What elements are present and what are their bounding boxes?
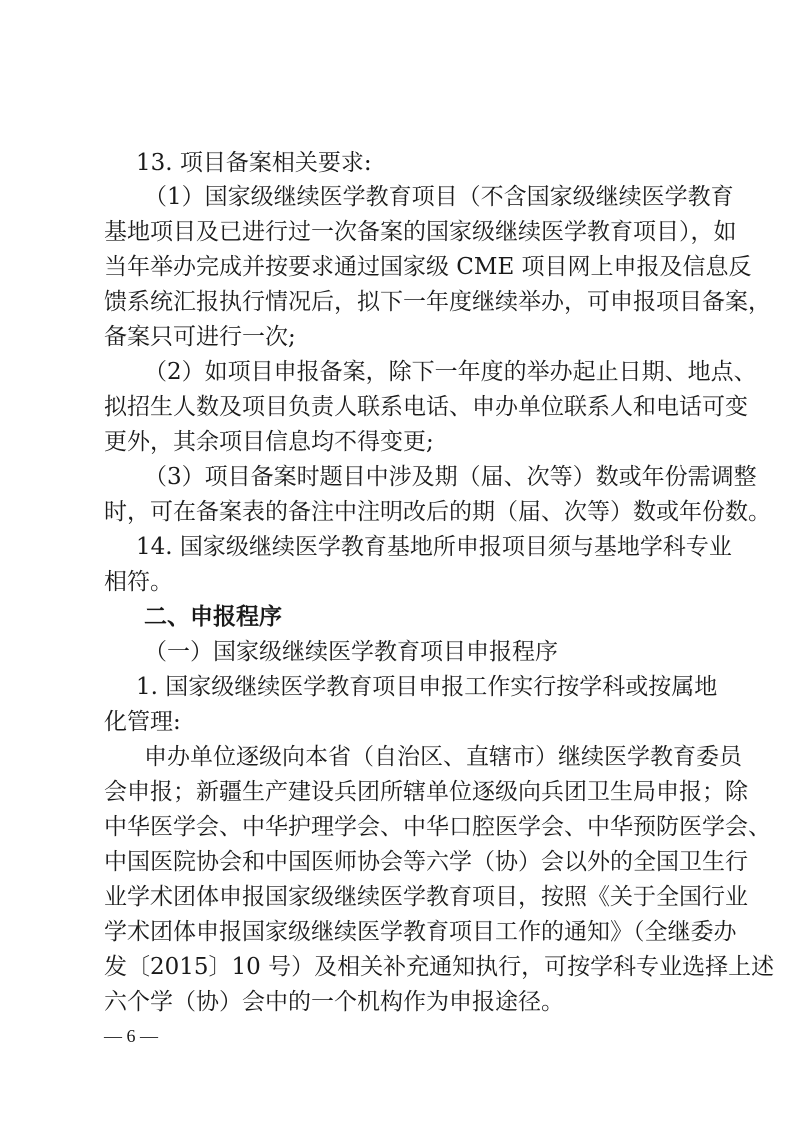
paragraph-line: 当年举办完成并按要求通过国家级 CME 项目网上申报及信息反 <box>104 254 752 280</box>
paragraph-line: 发〔2015〕10 号）及相关补充通知执行，可按学科专业选择上述 <box>104 954 775 980</box>
paragraph-line: 中国医院协会和中国医师协会等六学（协）会以外的全国卫生行 <box>104 849 748 875</box>
paragraph-line: 会申报；新疆生产建设兵团所辖单位逐级向兵团卫生局申报；除 <box>104 779 748 805</box>
paragraph-line: 相符。 <box>104 569 173 595</box>
paragraph-line: （2）如项目申报备案，除下一年度的举办起止日期、地点、 <box>144 359 757 385</box>
paragraph-line: 馈系统汇报执行情况后，拟下一年度继续举办，可申报项目备案， <box>104 289 771 315</box>
paragraph-line: 中华医学会、中华护理学会、中华口腔医学会、中华预防医学会、 <box>104 814 771 840</box>
paragraph-line: 更外，其余项目信息均不得变更; <box>104 429 434 455</box>
section-heading: 二、申报程序 <box>144 604 282 630</box>
paragraph-line: 拟招生人数及项目负责人联系电话、申办单位联系人和电话可变 <box>104 394 748 420</box>
paragraph-line: （3）项目备案时题目中涉及期（届、次等）数或年份需调整 <box>144 464 757 490</box>
paragraph-line: 备案只可进行一次; <box>104 324 296 350</box>
paragraph-line: 六个学（协）会中的一个机构作为申报途径。 <box>104 989 564 1015</box>
paragraph-line: 业学术团体申报国家级继续医学教育项目，按照《关于全国行业 <box>104 884 748 910</box>
item-13-heading: 13. 项目备案相关要求: <box>136 150 372 176</box>
item-14-line: 14. 国家级继续医学教育基地所申报项目须与基地学科专业 <box>136 534 732 560</box>
page-number: — 6 — <box>104 1026 158 1046</box>
paragraph-line: 基地项目及已进行过一次备案的国家级继续医学教育项目），如 <box>104 219 737 245</box>
paragraph-line: 学术团体申报国家级继续医学教育项目工作的通知》（全继委办 <box>104 919 737 945</box>
subsection-heading: （一）国家级继续医学教育项目申报程序 <box>144 639 558 665</box>
paragraph-line: 申办单位逐级向本省（自治区、直辖市）继续医学教育委员 <box>144 744 742 770</box>
paragraph-line: 化管理: <box>104 709 181 735</box>
paragraph-line: 时，可在备案表的备注中注明改后的期（届、次等）数或年份数。 <box>104 499 771 525</box>
paragraph-line: （1）国家级继续医学教育项目（不含国家级继续医学教育 <box>144 184 734 210</box>
item-1-line: 1. 国家级继续医学教育项目申报工作实行按学科或按属地 <box>136 674 718 700</box>
